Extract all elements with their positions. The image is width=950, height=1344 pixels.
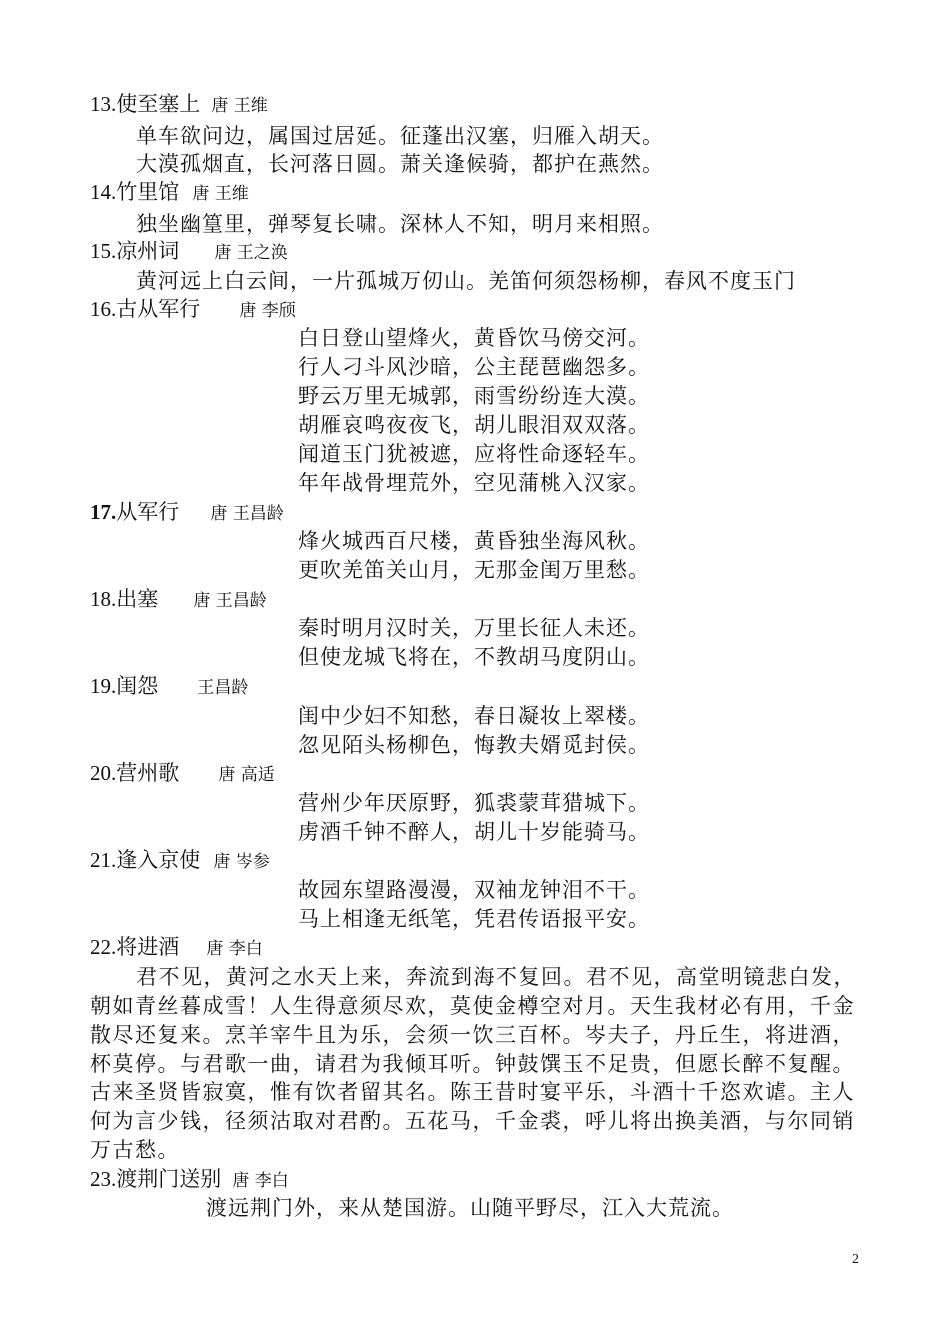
poem-number: 22. [90,935,117,959]
poem-title: 古从军行 [116,297,201,321]
poem-number: 19. [90,674,117,698]
poem-number: 21. [90,848,117,872]
poem-title: 营州歌 [116,761,180,785]
poem-line: 野云万里无城郭，雨雪纷纷连大漠。 [298,384,650,408]
poem-author: 唐 岑参 [213,852,270,872]
poem-title: 将进酒 [116,935,180,959]
poem-line: 君不见，黄河之水天上来，奔流到海不复回。君不见，高堂明镜悲白发， [136,965,856,989]
poem-number: 13. [90,92,117,116]
poem-13-heading [90,88,268,118]
poem-author: 唐 王维 [211,96,268,116]
poem-line: 闻道玉门犹被遮，应将性命逐轻车。 [298,442,650,466]
poem-number: 16. [90,297,117,321]
poem-line: 独坐幽篁里，弹琴复长啸。深林人不知，明月来相照。 [136,212,664,236]
poem-line: 朝如青丝暮成雪！人生得意须尽欢，莫使金樽空对月。天生我材必有用，千金 [90,994,855,1018]
poem-title: 出塞 [116,587,159,611]
poem-author: 唐 李颀 [239,301,296,321]
poem-author: 唐 王之涣 [214,243,288,263]
poem-author: 唐 王昌龄 [193,591,267,611]
poem-line: 故园东望路漫漫，双袖龙钟泪不干。 [298,878,650,902]
poem-author: 唐 王昌龄 [210,504,284,524]
poem-title: 使至塞上 [116,92,201,116]
poem-line: 马上相逢无纸笔，凭君传语报平安。 [298,907,650,931]
poem-number: 23. [90,1167,117,1191]
poem-16-heading [90,293,296,323]
poem-line: 年年战骨埋荒外，空见蒲桃入汉家。 [298,471,650,495]
poem-line: 行人刁斗风沙暗，公主琵琶幽怨多。 [298,355,650,379]
poem-number: 17. [90,500,117,524]
poem-line: 烽火城西百尺楼，黄昏独坐海风秋。 [298,529,650,553]
poem-author: 王昌龄 [197,678,249,698]
poem-line: 渡远荆门外，来从楚国游。山随平野尽，江入大荒流。 [206,1196,734,1220]
poem-number: 15. [90,239,117,263]
poem-author: 唐 王维 [192,184,249,204]
poem-line: 营州少年厌原野，狐裘蒙茸猎城下。 [298,791,650,815]
poem-line: 散尽还复来。烹羊宰牛且为乐，会须一饮三百杯。岑夫子，丹丘生，将进酒， [90,1023,855,1047]
poem-line: 大漠孤烟直，长河落日圆。萧关逢候骑，都护在燕然。 [136,152,664,176]
poem-line: 单车欲问边，属国过居延。征蓬出汉塞，归雁入胡天。 [136,124,664,148]
poem-line: 更吹羌笛关山月，无那金闺万里愁。 [298,558,650,582]
poem-author: 唐 李白 [232,1171,289,1191]
poem-number: 14. [90,180,117,204]
poem-line: 古来圣贤皆寂寞，惟有饮者留其名。陈王昔时宴平乐，斗酒十千恣欢谑。主人 [90,1080,855,1104]
poem-author: 唐 高适 [218,765,275,785]
poem-line: 忽见陌头杨柳色，悔教夫婿觅封侯。 [298,733,650,757]
poem-title: 从军行 [116,500,180,524]
poem-line: 闺中少妇不知愁，春日凝妆上翠楼。 [298,704,650,728]
poem-18-heading [90,583,267,613]
poem-number: 18. [90,587,117,611]
poem-23-heading [90,1163,289,1193]
poem-line: 何为言少钱，径须沽取对君酌。五花马，千金裘，呼儿将出换美酒，与尔同销 [90,1109,855,1133]
poem-line: 秦时明月汉时关，万里长征人未还。 [298,616,650,640]
poem-20-heading [90,757,275,787]
poem-line: 杯莫停。与君歌一曲，请君为我倾耳听。钟鼓馔玉不足贵，但愿长醉不复醒。 [90,1052,855,1076]
poem-title: 竹里馆 [116,180,180,204]
poem-line: 胡雁哀鸣夜夜飞，胡儿眼泪双双落。 [298,413,650,437]
poem-21-heading [90,844,270,874]
poem-line: 白日登山望烽火，黄昏饮马傍交河。 [298,326,650,350]
poem-title: 渡荆门送别 [116,1167,222,1191]
poem-15-heading [90,235,288,265]
poem-number: 20. [90,761,117,785]
poem-14-heading [90,176,249,206]
poem-line: 虏酒千钟不醉人，胡儿十岁能骑马。 [298,820,650,844]
poem-19-heading [90,670,248,700]
poem-line: 但使龙城飞将在，不教胡马度阴山。 [298,645,650,669]
page-number: 2 [852,1252,859,1267]
poem-line: 黄河远上白云间，一片孤城万仞山。羌笛何须怨杨柳，春风不度玉门 [136,269,796,293]
poem-22-heading [90,931,263,961]
poem-title: 闺怨 [116,674,159,698]
poem-title: 逢入京使 [116,848,201,872]
poem-title: 凉州词 [116,239,180,263]
poem-line: 万古愁。 [90,1138,180,1162]
poem-author: 唐 李白 [206,939,263,959]
poem-17-heading [90,496,284,526]
